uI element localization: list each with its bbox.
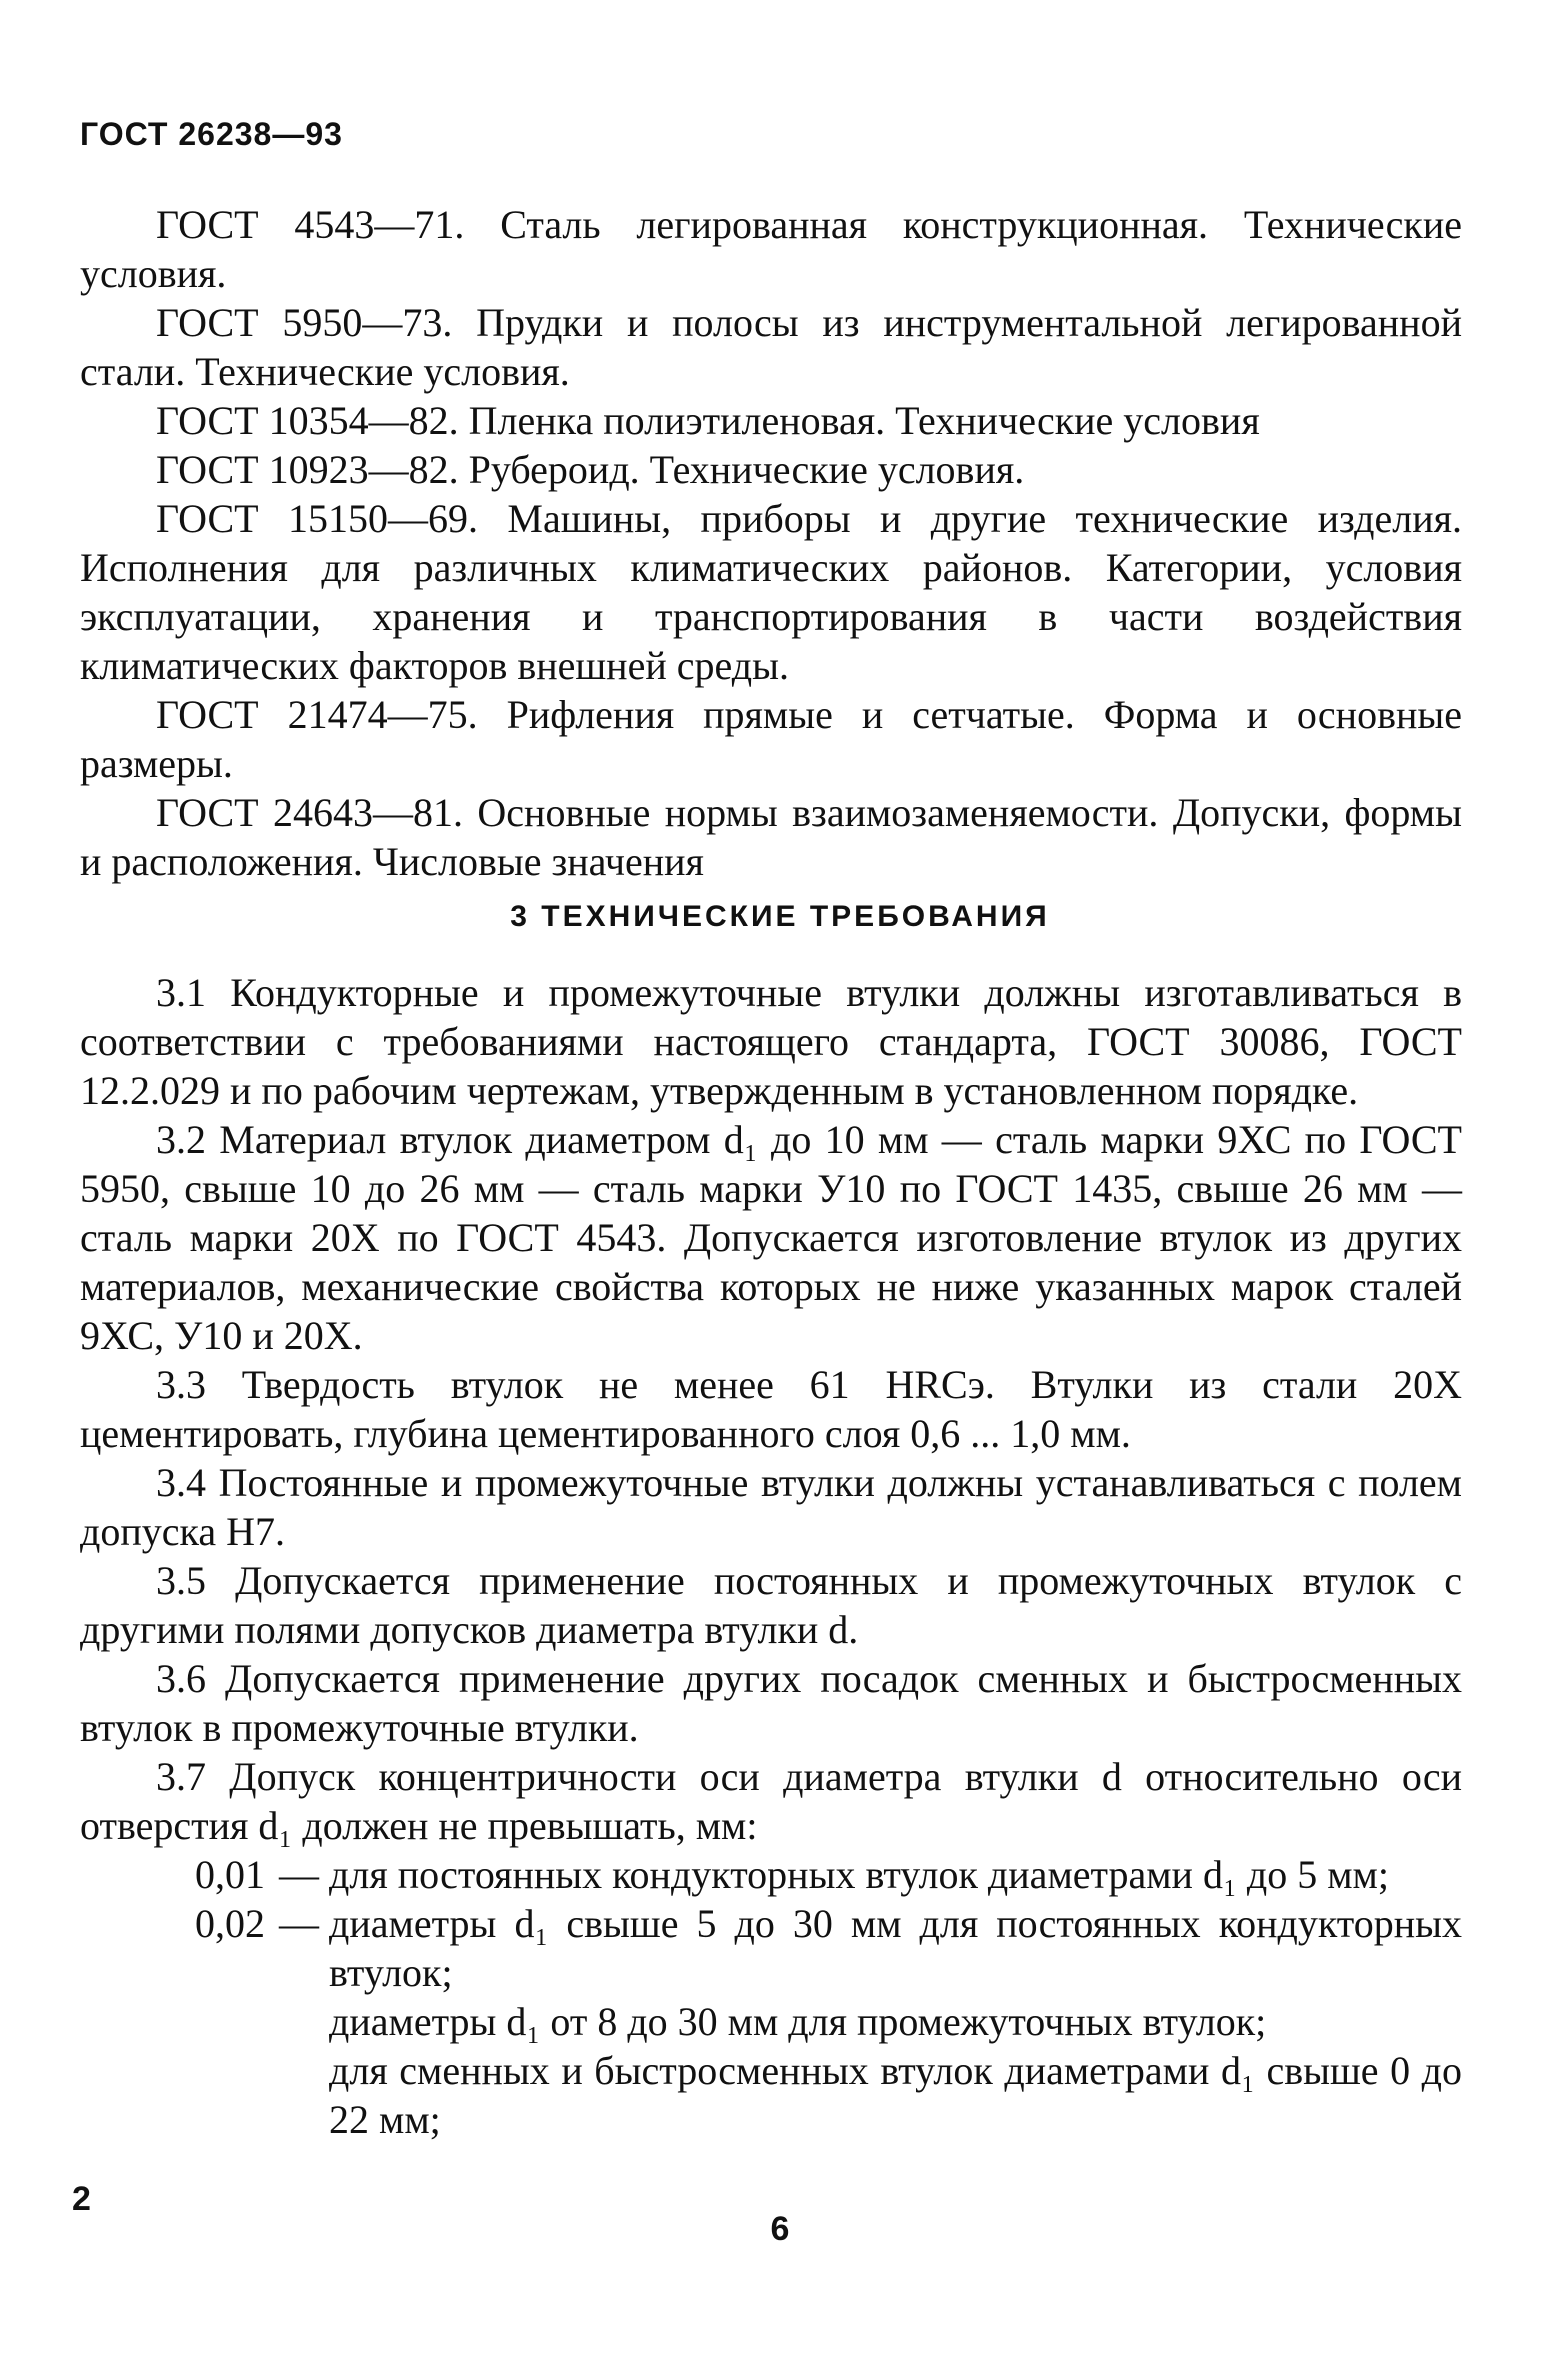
requirement-item: 3.6 Допускается применение других посадок сменных и быстросменных втулок в промежуточные втулки. bbox=[80, 1656, 1462, 1750]
reference-item: ГОСТ 10923—82. Рубероид. Технические условия. bbox=[156, 447, 1025, 492]
tolerance-item bbox=[80, 1850, 1462, 1899]
requirement-item: 3.7 Допуск концентричности оси диаметра втулки d относительно оси отверстия d₁ должен не превышать, мм: bbox=[80, 1754, 1462, 1848]
normative-references bbox=[80, 200, 1462, 886]
requirement-item: 3.3 Твердость втулок не менее 61 HRCэ. Втулки из стали 20Х цементировать, глубина цементированного слоя 0,6 ... 1,0 мм. bbox=[80, 1362, 1462, 1456]
section-title: 3 ТЕХНИЧЕСКИЕ ТРЕБОВАНИЯ bbox=[510, 900, 1050, 933]
tolerance-dash: — bbox=[279, 1901, 319, 1946]
tolerance-value: 0,01 bbox=[195, 1852, 265, 1897]
tolerance-text: диаметры d₁ свыше 5 до 30 мм для постоянных кондукторных втулок; bbox=[329, 1901, 1462, 1995]
tolerance-value: 0,02 bbox=[195, 1901, 265, 1946]
tolerance-text: для постоянных кондукторных втулок диаметрами d₁ до 5 мм; bbox=[329, 1852, 1389, 1897]
margin-number: 2 bbox=[72, 2180, 91, 2218]
requirement-item: 3.5 Допускается применение постоянных и промежуточных втулок с другими полями допусков диаметра втулки d. bbox=[80, 1558, 1462, 1652]
document-header: ГОСТ 26238—93 bbox=[80, 116, 343, 152]
tolerance-continuation: для сменных и быстросменных втулок диаметрами d₁ свыше 0 до 22 мм; bbox=[329, 2048, 1462, 2142]
requirement-item: 3.2 Материал втулок диаметром d₁ до 10 мм — сталь марки 9ХС по ГОСТ 5950, свыше 10 до 26 мм — сталь марки У10 по ГОСТ 1435, свыше 26 мм — сталь марки 20Х по ГОСТ 4543. Допускается изготовление втулок из других материалов, механические свойства которых не ниже указанных марок сталей 9ХС, У10 и 20Х. bbox=[80, 1117, 1462, 1358]
tolerance-continuation: диаметры d₁ от 8 до 30 мм для промежуточных втулок; bbox=[329, 1999, 1267, 2044]
tolerance-list bbox=[80, 1850, 1462, 2144]
reference-item: ГОСТ 24643—81. Основные нормы взаимозаменяемости. Допуски, формы и расположения. Числовые значения bbox=[80, 790, 1462, 884]
requirement-item: 3.1 Кондукторные и промежуточные втулки должны изготавливаться в соответствии с требованиями настоящего стандарта, ГОСТ 30086, ГОСТ 12.2.029 и по рабочим чертежам, утвержденным в установленном порядке. bbox=[80, 970, 1462, 1113]
tolerance-dash: — bbox=[279, 1852, 319, 1897]
reference-item: ГОСТ 4543—71. Сталь легированная конструкционная. Технические условия. bbox=[80, 202, 1462, 296]
reference-item: ГОСТ 21474—75. Рифления прямые и сетчатые. Форма и основные размеры. bbox=[80, 692, 1462, 786]
reference-item: ГОСТ 15150—69. Машины, приборы и другие технические изделия. Исполнения для различных климатических районов. Категории, условия эксплуатации, хранения и транспортирования в части воздействия климатических факторов внешней среды. bbox=[80, 496, 1462, 688]
reference-item: ГОСТ 10354—82. Пленка полиэтиленовая. Технические условия bbox=[156, 398, 1260, 443]
tolerance-item bbox=[80, 1899, 1462, 1997]
requirement-item: 3.4 Постоянные и промежуточные втулки должны устанавливаться с полем допуска Н7. bbox=[80, 1460, 1462, 1554]
page-number: 6 bbox=[770, 2210, 790, 2248]
reference-item: ГОСТ 5950—73. Прудки и полосы из инструментальной легированной стали. Технические условия. bbox=[80, 300, 1462, 394]
technical-requirements bbox=[80, 968, 1462, 2144]
